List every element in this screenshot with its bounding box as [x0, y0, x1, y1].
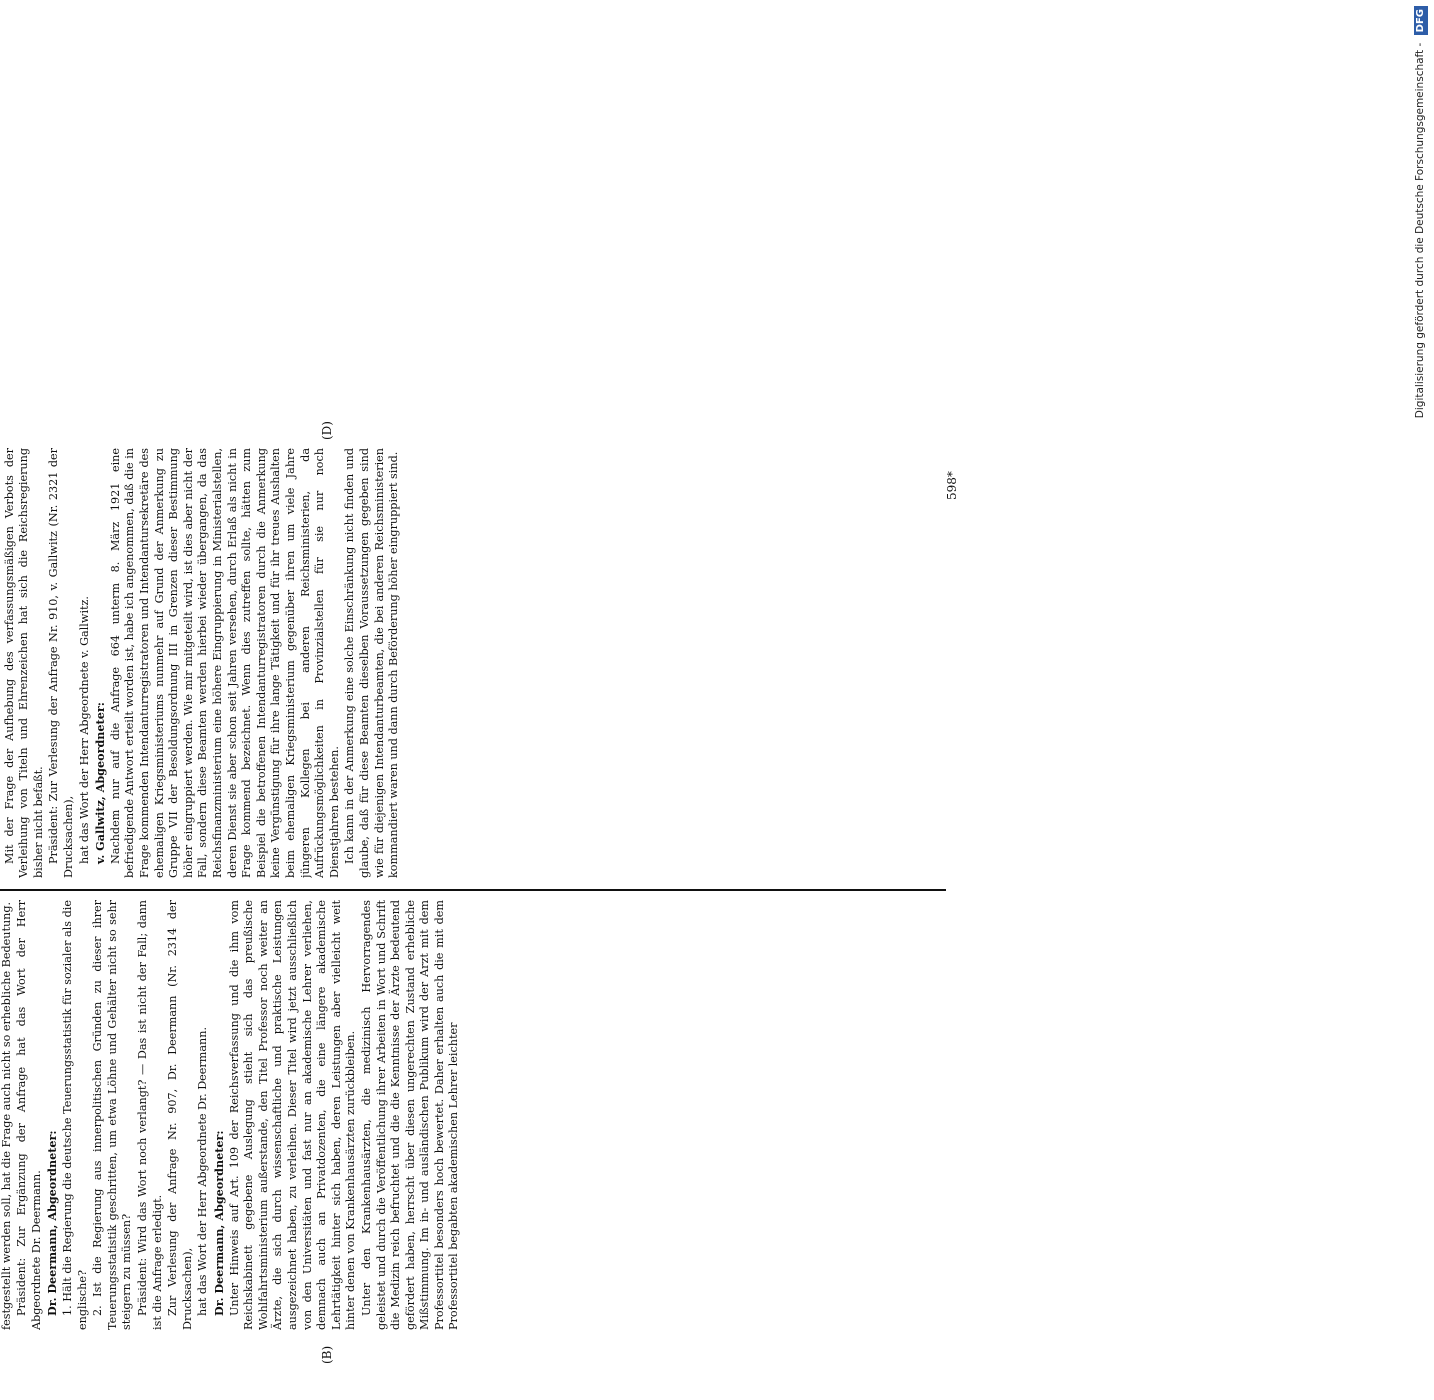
margin-marker-b: (B)	[320, 1345, 334, 1364]
margin-marker-d: (D)	[320, 421, 334, 440]
paragraph: hat das Wort der Herr Abgeordnete v. Gallwitz.	[77, 596, 91, 864]
paragraph: Unter den Krankenhausärzten, die medizinisch Hervorragendes geleistet und durch die Veröffentlichung ihrer Arbeiten in Wort und Schrift die Medizin reich befruchtet und die die Kenntnisse der Ärzte bedeutend gefördert haben, herrscht über diesen ungerechten Zustand erhebliche Mißstimmung. Im in- und ausländischen Publikum wird der Arzt mit dem Professortitel besonders hoch bewertet. Daher erhalten auch die mit dem Professortitel begabten akademischen Lehrer leichter	[359, 900, 461, 1330]
paragraph: 2. Ist die Regierung aus innerpolitischen Gründen zu dieser ihrer Teuerungsstatistik geschritten, um etwa Löhne und Gehälter nicht so sehr steigern zu müssen?	[91, 900, 134, 1330]
paragraph	[0, 448, 2, 878]
paragraph: Zur Verlesung der Anfrage Nr. 907, Dr. Deermann (Nr. 2314 der Drucksachen),	[166, 900, 194, 1330]
footer-number: 598*	[945, 471, 959, 500]
paragraph: Nachdem nur auf die Anfrage 664 unterm 8. März 1921 eine befriedigende Antwort erteilt worden ist, habe ich angenommen, daß die in Frage kommenden Intendanturregistratoren und Intendantursekretäre des ehemaligen Kriegsministeriums nunmehr auf Grund der Anmerkung zu Gruppe VII der Besoldungsordnung III in Grenzen dieser Bestimmung höher eingruppiert werden. Wie mir mitgeteilt wird, ist dies aber nicht der Fall, sondern diese Beamten werden hierbei wieder übergangen, da das Reichsfinanzministerium eine höhere Eingruppierung in Ministerialstellen, deren Dienst sie aber schon seit Jahren versehen, durch Erlaß als nicht in Frage kommend bezeichnet. Wenn dies zutreffen sollte, hätten zum Beispiel die betroffenen Intendanturregistratoren durch die Anmerkung keine Vergünstigung für ihre lange Tätigkeit und für ihr treues Aushalten beim ehemaligen Kriegsministerium gegenüber ihren um viele Jahre jüngeren Kollegen bei anderen Reichsministerien, da Aufrückungsmöglichkeiten in Provinzialstellen für sie nur noch Dienstjahren bestehen.	[108, 448, 341, 878]
paragraph: festgestellt werden soll, hat die Frage auch nicht so erhebliche Bedeutung.	[0, 901, 13, 1330]
digitization-stamp	[1410, 6, 1430, 992]
speaker-line: v. Gallwitz, Abgeordneter:	[93, 702, 108, 864]
paragraph: Unter Hinweis auf Art. 109 der Reichsverfassung und die ihm vom Reichskabinett gegebene Auslegung stieht sich das preußische Wohlfahrtsministerium außerstande, den Titel Professor noch weiter an Ärzte, die sich durch wissenschaftliche und praktische Leistungen ausgezeichnet haben, zu verleihen. Dieser Titel wird jetzt ausschließlich von den Universitäten und fast nur an akademische Lehrer verliehen, demnach auch an Privatdozenten, die eine längere akademische Lehrtätigkeit hinter sich haben, deren Leistungen aber vielleicht weit hinter denen von Krankenhausärzten zurückbleiben.	[227, 900, 358, 1330]
document-page	[0, 400, 1000, 1400]
right-column	[0, 448, 952, 878]
paragraph: Mit der Frage der Aufhebung des verfassungsmäßigen Verbots der Verleihung von Titeln und Ehrenzeichen hat sich die Reichsregierung bisher nicht befaßt.	[2, 448, 45, 878]
dfg-logo: DFG	[1414, 6, 1428, 35]
paragraph: 1. Hält die Regierung die deutsche Teuerungsstatistik für sozialer als die englische?	[61, 900, 89, 1330]
speaker-line: Dr. Deermann, Abgeordneter:	[211, 1130, 226, 1316]
left-column	[0, 900, 952, 1330]
column-divider	[0, 889, 946, 891]
paragraph: Ich kann in der Anmerkung eine solche Einschränkung nicht finden und glaube, daß für diese Beamten dieselben Voraussetzungen gegeben sind wie für diejenigen Intendanturbeamten, die bei anderen Reichsministerien kommandiert waren und dann durch Beförderung höher eingruppiert sind.	[343, 448, 401, 878]
paragraph: Präsident: Zur Verlesung der Anfrage Nr. 910, v. Gallwitz (Nr. 2321 der Drucksachen),	[47, 448, 76, 878]
speaker-line: Dr. Deermann, Abgeordneter:	[45, 1130, 60, 1316]
paragraph: hat das Wort der Herr Abgeordnete Dr. Deermann.	[196, 1026, 210, 1316]
stamp-text: Digitalisierung gefördert durch die Deutsche Forschungsgemeinschaft -	[1414, 42, 1426, 419]
paragraph: Präsident: Wird das Wort noch verlangt? — Das ist nicht der Fall; dann ist die Anfrage erledigt.	[136, 900, 164, 1330]
paragraph: Präsident: Zur Ergänzung der Anfrage hat das Wort der Herr Abgeordnete Dr. Deermann.	[15, 900, 43, 1330]
